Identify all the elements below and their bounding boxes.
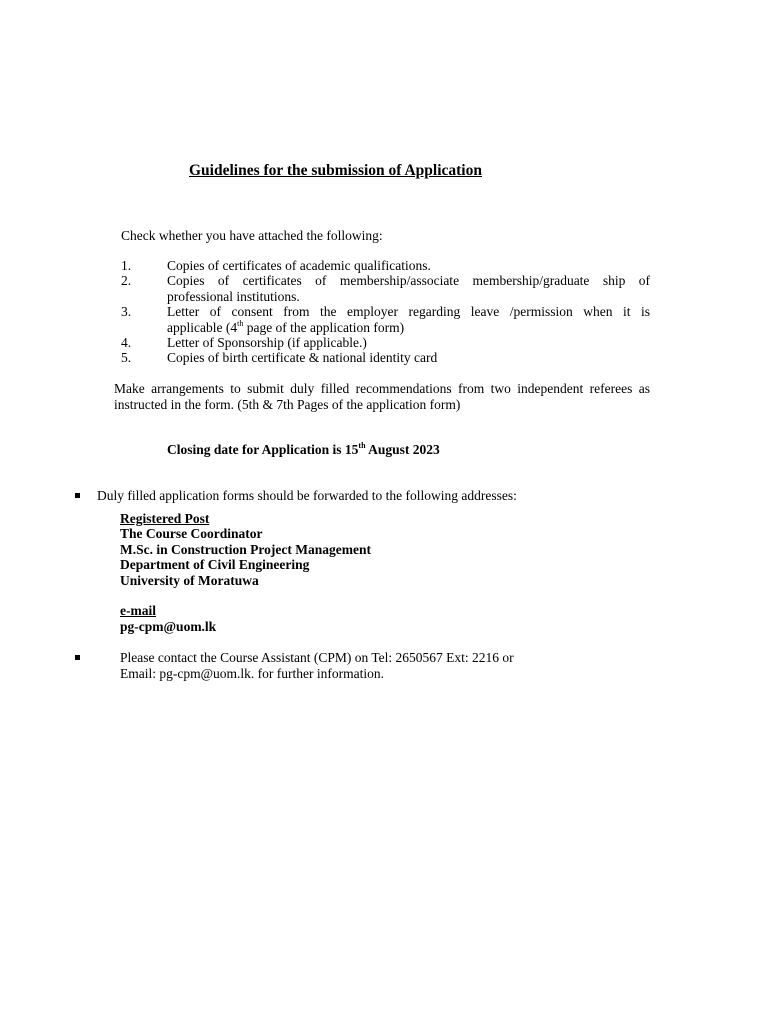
list-text-continued: professional institutions.: [167, 288, 300, 304]
page-title: Guidelines for the submission of Application: [189, 162, 482, 179]
bullet-icon: [75, 493, 80, 498]
contact-line-continued: Email: pg-cpm@uom.lk. for further information.: [120, 666, 384, 681]
contact-line: Please contact the Course Assistant (CPM) on Tel: 2650567 Ext: 2216 or: [120, 650, 514, 665]
forward-note: Duly filled application forms should be forwarded to the following addresses:: [97, 488, 517, 503]
list-text-continued: applicable (4th page of the application form): [167, 318, 405, 335]
referees-paragraph: Make arrangements to submit duly filled recommendations from two independent referees as instructed in the form. (5th & 7th Pages of the application form): [114, 381, 650, 412]
list-text: Copies of certificates of membership/associate membership/graduate ship of: [167, 273, 650, 288]
closing-date: Closing date for Application is 15th August 2023: [167, 441, 440, 457]
list-number: 5.: [121, 350, 132, 365]
list-text: Letter of consent from the employer regarding leave /permission when it is: [167, 304, 650, 319]
address-heading: Registered Post: [120, 511, 210, 526]
bullet-icon: [75, 655, 80, 660]
list-number: 4.: [121, 335, 132, 350]
intro-text: Check whether you have attached the following:: [121, 228, 383, 243]
email-heading: e-mail: [120, 603, 156, 618]
list-text: Copies of birth certificate & national identity card: [167, 350, 438, 365]
list-text: Letter of Sponsorship (if applicable.): [167, 335, 367, 350]
list-number: 2.: [121, 273, 132, 288]
address-line: M.Sc. in Construction Project Management: [120, 542, 371, 557]
list-number: 3.: [121, 304, 132, 319]
address-line: The Course Coordinator: [120, 526, 263, 541]
list-number: 1.: [121, 258, 132, 273]
list-text: Copies of certificates of academic qualifications.: [167, 258, 431, 273]
address-line: Department of Civil Engineering: [120, 557, 310, 572]
address-line: University of Moratuwa: [120, 573, 259, 588]
email-address[interactable]: pg-cpm@uom.lk: [120, 619, 217, 634]
